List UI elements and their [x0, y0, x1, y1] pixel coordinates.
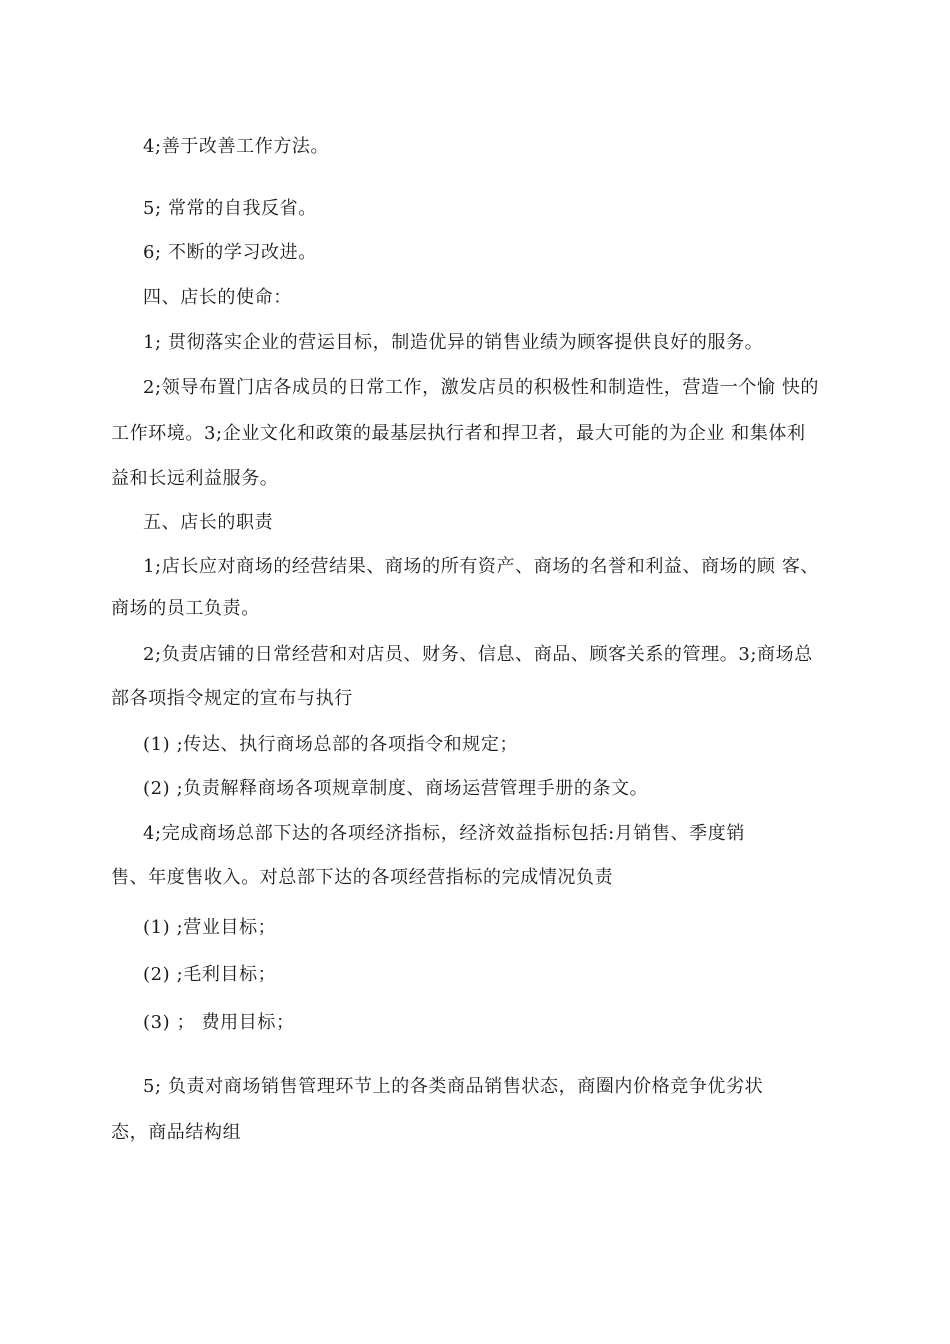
list-item: (2) ;毛利目标；: [143, 964, 277, 985]
paragraph-line: 2;领导布置门店各成员的日常工作，激发店员的积极性和制造性，营造一个愉 快的: [143, 377, 820, 398]
paragraph-line: 益和长远利益服务。: [111, 468, 279, 489]
paragraph-line: 售、年度售收入。对总部下达的各项经营指标的完成情况负责: [111, 867, 614, 888]
paragraph-line: 1;店长应对商场的经营结果、商场的所有资产、商场的名誉和利益、商场的顾 客、: [143, 556, 820, 577]
list-item: (1) ;传达、执行商场总部的各项指令和规定；: [143, 734, 519, 755]
paragraph-line: 工作环境。3;企业文化和政策的最基层执行者和捍卫者，最大可能的为企业 和集体利: [111, 423, 806, 444]
paragraph-line: 1; 贯彻落实企业的营运目标，制造优异的销售业绩为顾客提供良好的服务。: [143, 332, 764, 353]
paragraph-line: 5; 负责对商场销售管理环节上的各类商品销售状态，商圈内价格竞争优劣状: [143, 1076, 764, 1097]
list-item: (3) ； 费用目标；: [143, 1012, 295, 1033]
list-item: (1) ;营业目标；: [143, 917, 277, 938]
list-item: (2) ;负责解释商场各项规章制度、商场运营管理手册的条文。: [143, 778, 649, 799]
paragraph-line: 6; 不断的学习改进。: [143, 242, 317, 263]
section-heading: 四、店长的使命：: [143, 287, 292, 308]
paragraph-line: 2;负责店铺的日常经营和对店员、财务、信息、商品、顾客关系的管理。3;商场总: [143, 644, 813, 665]
paragraph-line: 4;完成商场总部下达的各项经济指标，经济效益指标包括:月销售、季度销: [143, 823, 745, 844]
paragraph-line: 商场的员工负责。: [111, 598, 260, 619]
paragraph-line: 4;善于改善工作方法。: [143, 136, 330, 157]
paragraph-line: 态，商品结构组: [111, 1122, 242, 1143]
section-heading: 五、店长的职责: [143, 512, 274, 533]
paragraph-line: 部各项指令规定的宣布与执行: [111, 688, 353, 709]
paragraph-line: 5; 常常的自我反省。: [143, 198, 317, 219]
